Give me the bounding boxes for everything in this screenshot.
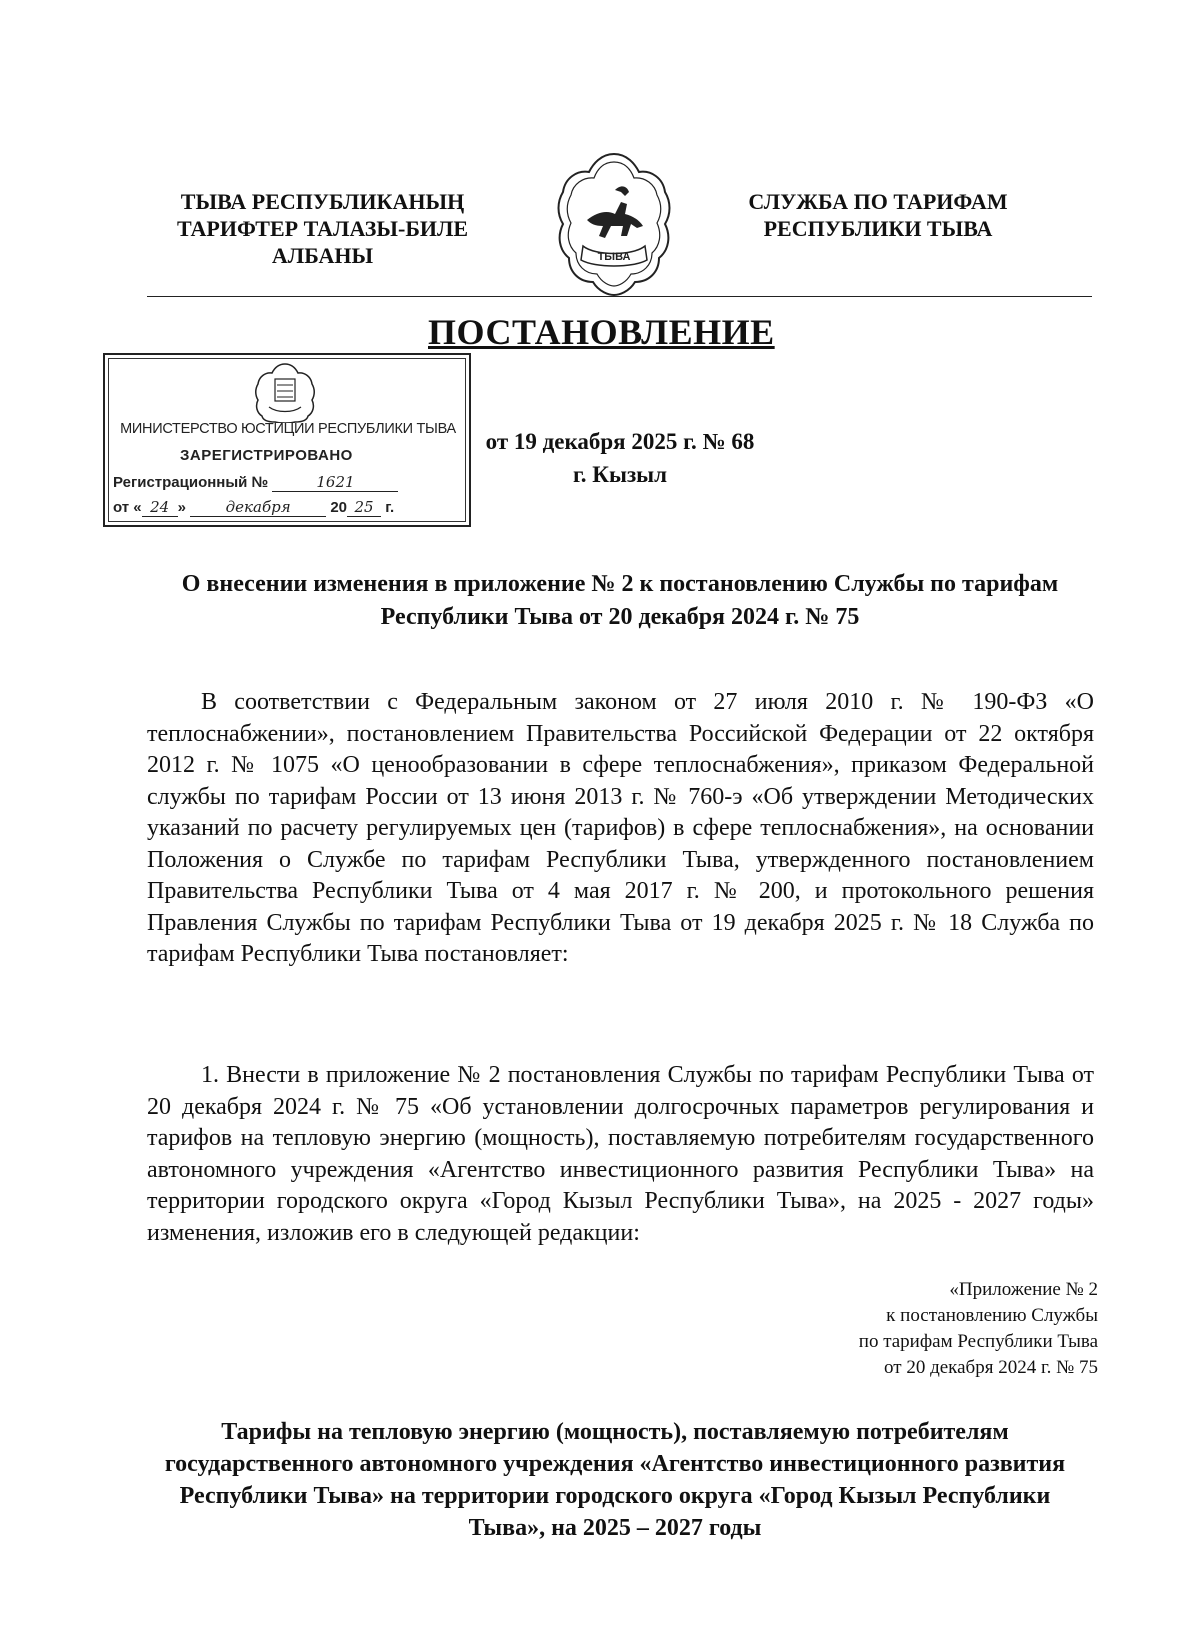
emblem-icon (555, 150, 673, 296)
header-left (160, 188, 485, 269)
document-city: г. Кызыл (572, 462, 668, 487)
stamp-date-prefix: от « (113, 499, 142, 516)
header-left-line-2: ТАРИФТЕР ТАЛАЗЫ-БИЛЕ (176, 216, 469, 241)
header-divider (147, 296, 1092, 297)
stamp-date-mid: » (177, 499, 186, 516)
document-date: от 19 декабря 2025 г. № 68 (485, 429, 755, 454)
registration-stamp (103, 353, 471, 527)
stamp-emblem-icon (255, 361, 315, 423)
stamp-reg-label: Регистрационный № (113, 474, 269, 491)
stamp-date-line (113, 498, 394, 517)
stamp-year-prefix: 20 (330, 499, 348, 516)
stamp-month: декабря (190, 498, 326, 517)
annex-reference (738, 1277, 1098, 1381)
tariff-title: Тарифы на тепловую энергию (мощность), поставляемую потребителям государственного автономного учреждения «Агентство инвестиционного развития Республики Тыва» на территории городского округа «Город Кызыл Республики Тыва», на 2025 – 2027 годы (164, 1419, 1066, 1541)
stamp-year-end: г. (385, 499, 395, 516)
annex-line-2: к постановлению Службы (886, 1305, 1098, 1326)
annex-line-3: по тарифам Республики Тыва (858, 1331, 1098, 1352)
annex-line-4: от 20 декабря 2024 г. № 75 (884, 1357, 1098, 1378)
paragraph-item-1: 1. Внести в приложение № 2 постановления Службы по тарифам Республики Тыва от 20 декабря 2024 г. № 75 «Об установлении долгосрочных параметров регулирования и тарифов на тепловую энергию (мощность), поставляемую потребителям государственного автономного учреждения «Агентство инвестиционного развития Республики Тыва» на территории городского округа «Город Кызыл Республики Тыва», на 2025 - 2027 годы» изменения, изложив его в следующей редакции: (147, 1062, 1094, 1246)
stamp-day: 24 (142, 498, 178, 517)
header-left-line-1: ТЫВА РЕСПУБЛИКАНЫҢ (180, 189, 465, 214)
header-left-line-3: АЛБАНЫ (271, 243, 374, 268)
annex-line-1: «Приложение № 2 (949, 1279, 1098, 1300)
header-right-line-1: СЛУЖБА ПО ТАРИФАМ (748, 189, 1008, 214)
document-date-block (460, 425, 780, 491)
page-title: ПОСТАНОВЛЕНИЕ (428, 312, 775, 352)
header-right-line-2: РЕСПУБЛИКИ ТЫВА (763, 216, 993, 241)
stamp-ministry: МИНИСТЕРСТВО ЮСТИЦИИ РЕСПУБЛИКИ ТЫВА (120, 421, 456, 437)
emblem-label: ТЫВА (597, 251, 631, 263)
stamp-registered: ЗАРЕГИСТРИРОВАНО (180, 447, 353, 464)
document-subject: О внесении изменения в приложение № 2 к постановлению Службы по тарифам Республики Тыва от 20 декабря 2024 г. № 75 (181, 571, 1059, 630)
paragraph-preamble: В соответствии с Федеральным законом от 27 июля 2010 г. № 190-ФЗ «О теплоснабжении», постановлением Правительства Российской Федерации от 22 октября 2012 г. № 1075 «О ценообразовании в сфере теплоснабжения», приказом Федеральной службы по тарифам России от 13 июня 2013 г. № 760-э «Об утверждении Методических указаний по расчету регулируемых цен (тарифов) в сфере теплоснабжения», на основании Положения о Службе по тарифам Республики Тыва, утвержденного постановлением Правительства Республики Тыва от 4 мая 2017 г. № 200, и протокольного решения Правления Службы по тарифам Республики Тыва от 19 декабря 2025 г. № 18 Служба по тарифам Республики Тыва постановляет: (147, 689, 1094, 967)
stamp-reg-number: 1621 (272, 473, 398, 492)
header-right (728, 188, 1028, 242)
stamp-reg-line (113, 473, 398, 492)
stamp-year: 25 (347, 498, 381, 517)
